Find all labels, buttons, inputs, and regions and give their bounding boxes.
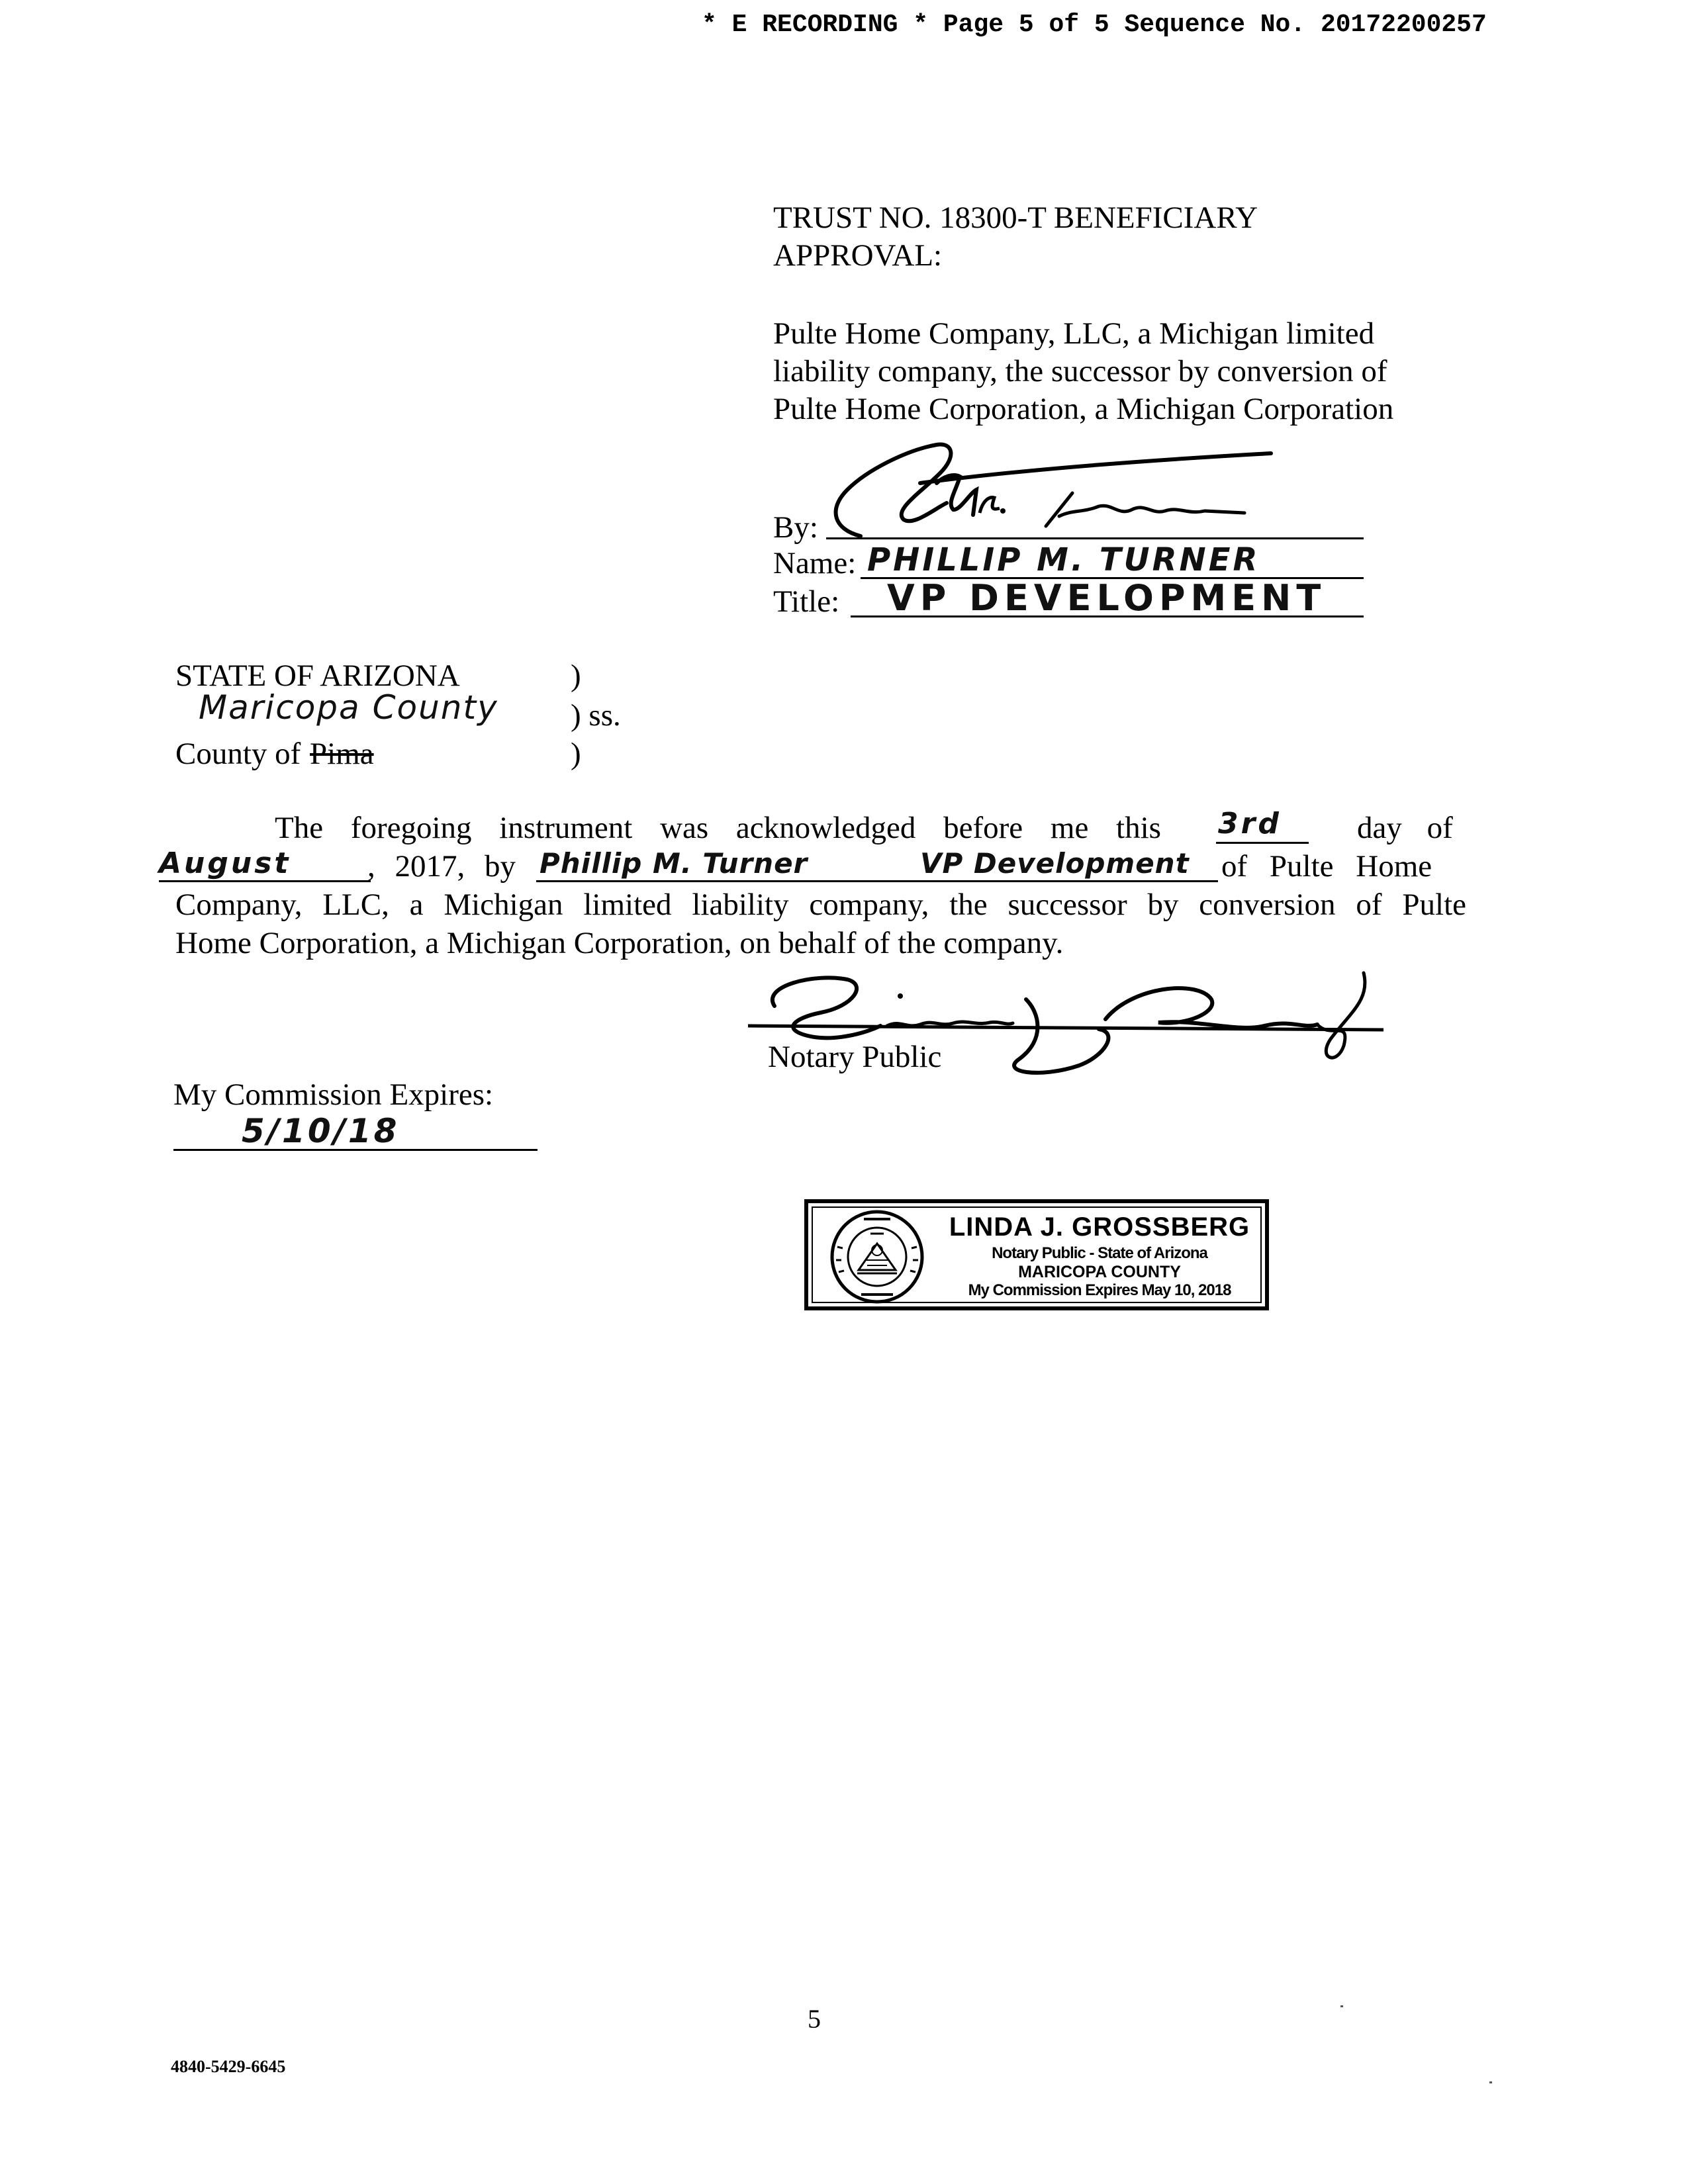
ack-line1-text: The foregoing instrument was acknowledged before me this [275, 811, 1161, 845]
approval-heading-line2: APPROVAL: [773, 238, 943, 273]
ack-month-value: August [159, 846, 291, 880]
document-number: 4840-5429-6645 [171, 2057, 286, 2076]
signer-signature [821, 437, 1297, 543]
ack-line2-text: , 2017, by [367, 849, 516, 884]
state-seal-icon [818, 1207, 937, 1306]
stamp-line2: Notary Public - State of Arizona [992, 1244, 1207, 1262]
ack-line3: Company, LLC, a Michigan limited liability company, the successor by conversion of Pulte [175, 887, 1466, 922]
company-line1: Pulte Home Company, LLC, a Michigan limited [773, 316, 1375, 351]
page-number: 5 [808, 2004, 821, 2034]
ack-line2-tail: of Pulte Home [1221, 849, 1432, 884]
ack-signer-value: Phillip M. Turner [539, 847, 808, 880]
scan-speck [1489, 2081, 1492, 2083]
commission-value: 5/10/18 [242, 1112, 400, 1150]
by-signature-line [826, 537, 1364, 539]
county-label: County of [175, 737, 301, 771]
company-line2: liability company, the successor by conversion of [773, 354, 1387, 388]
ack-title-value: VP Development [920, 847, 1190, 880]
recording-header: * E RECORDING * Page 5 of 5 Sequence No. 20172200257 [702, 11, 1487, 39]
ack-month-line [159, 880, 371, 882]
approval-heading-line1: TRUST NO. 18300-T BENEFICIARY [773, 201, 1258, 235]
ack-signer-line [536, 880, 1218, 882]
ack-day-line [1216, 842, 1309, 844]
name-label: Name: [773, 546, 857, 580]
ack-line4: Home Corporation, a Michigan Corporation, on behalf of the company. [175, 926, 1064, 960]
ack-line1 [175, 809, 1466, 847]
title-label: Title: [773, 584, 840, 619]
notary-stamp [804, 1199, 1269, 1310]
venue-paren-1: ) [571, 659, 581, 693]
title-line [851, 615, 1364, 617]
title-value: VP DEVELOPMENT [887, 577, 1327, 619]
ack-day-value: 3rd [1218, 807, 1282, 841]
by-label: By: [773, 510, 818, 545]
stamp-name: LINDA J. GROSSBERG [949, 1212, 1250, 1242]
name-value: PHILLIP M. TURNER [867, 541, 1260, 578]
notary-public-label: Notary Public [768, 1040, 942, 1074]
company-line3: Pulte Home Corporation, a Michigan Corporation [773, 392, 1394, 426]
stamp-line3: MARICOPA COUNTY [1018, 1263, 1181, 1281]
commission-line [173, 1149, 538, 1151]
venue-ss: ) ss. [571, 698, 621, 733]
ack-line1-tail: day of [1357, 811, 1453, 845]
state-label: STATE OF ARIZONA [175, 659, 460, 693]
county-struck: Pima [310, 737, 374, 771]
stamp-line4: My Commission Expires May 10, 2018 [968, 1281, 1231, 1299]
ack-line2 [159, 847, 1466, 886]
commission-label: My Commission Expires: [173, 1077, 494, 1112]
scan-speck [1340, 2005, 1343, 2007]
venue-paren-3: ) [571, 737, 581, 771]
county-handwritten: Maricopa County [199, 688, 498, 727]
